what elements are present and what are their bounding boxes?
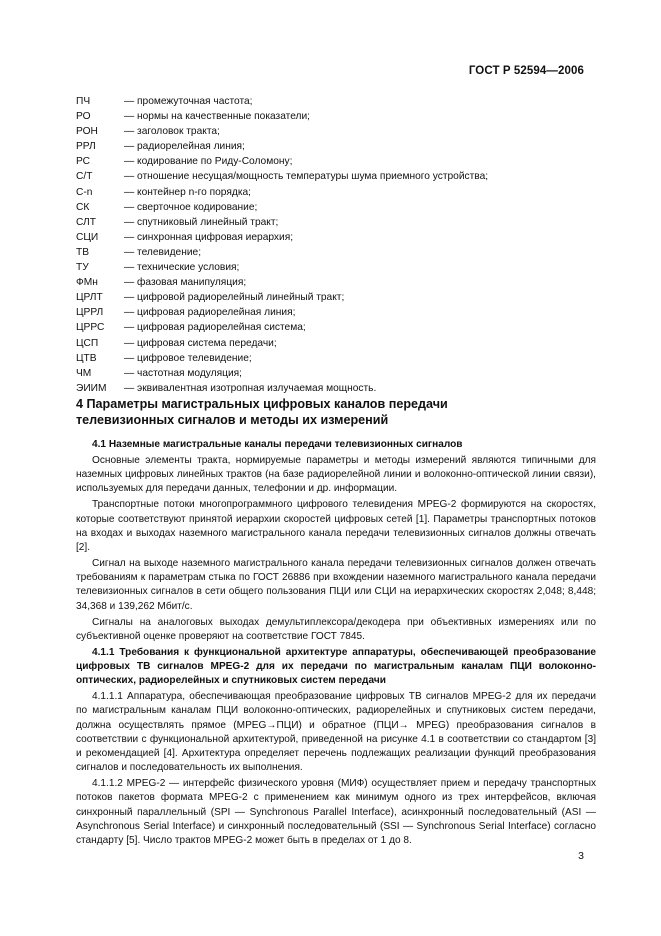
abbreviation-term: ТВ [76, 246, 90, 258]
abbreviation-definition: — телевидение; [124, 246, 202, 258]
abbreviation-definition: — нормы на качественные показатели; [124, 111, 311, 123]
abbreviation-definition: — технические условия; [124, 262, 240, 274]
abbreviation-definition: — кодирование по Риду-Соломону; [124, 156, 293, 168]
abbreviation-term: ЦСП [76, 337, 99, 349]
abbreviation-term: ПЧ [76, 96, 91, 107]
abbreviation-definition: — синхронная цифровая иерархия; [124, 231, 294, 243]
abbreviation-term: ЦРРЛ [76, 307, 104, 319]
abbreviation-definition: — сверточное кодирование; [124, 201, 258, 213]
subsection-4-1-title: 4.1 Наземные магистральные каналы передачи телевизионных сигналов [92, 439, 463, 450]
abbreviation-definition: — спутниковый линейный тракт; [124, 216, 279, 228]
abbreviation-term: РРЛ [76, 141, 96, 153]
abbreviation-term: ФМн [76, 277, 98, 289]
abbreviation-row [76, 245, 596, 260]
abbreviation-definition: — эквивалентная изотропная излучаемая мощность. [124, 382, 377, 394]
abbreviation-row [76, 260, 596, 275]
abbreviation-row [76, 366, 596, 381]
abbreviation-row [76, 230, 596, 245]
abbreviation-row [76, 109, 596, 124]
abbreviation-list [76, 94, 596, 396]
paragraph-1: Основные элементы тракта, нормируемые параметры и методы измерений являются типичными для наземных цифровых линейных трактов (на базе радиорелейной линии и волоконно-оптической линии связи), используемых для передачи данных, телефонии и др. информации. [76, 455, 596, 495]
abbreviation-term: СК [76, 201, 90, 213]
abbreviation-definition: — радиорелейная линия; [124, 141, 245, 153]
abbreviation-row [76, 200, 596, 215]
abbreviation-definition: — цифровая система передачи; [124, 337, 277, 349]
abbreviation-term: ТУ [76, 262, 89, 274]
abbreviation-definition: — промежуточная частота; [124, 96, 253, 107]
abbreviation-row [76, 275, 596, 290]
abbreviation-row [76, 381, 596, 396]
abbreviation-row [76, 154, 596, 169]
abbreviation-term: ЧМ [76, 367, 92, 379]
abbreviation-row [76, 94, 596, 109]
section-4 [76, 396, 596, 850]
abbreviation-definition: — цифровая радиорелейная линия; [124, 307, 296, 319]
page-number: 3 [578, 850, 584, 862]
abbreviation-definition: — цифровая радиорелейная система; [124, 322, 306, 334]
abbreviation-row [76, 215, 596, 230]
section-title-line-1: 4 Параметры магистральных цифровых каналов передачи [76, 397, 448, 411]
paragraph-2: Транспортные потоки многопрограммного цифрового телевидения MPEG-2 формируются на скоростях, которые соответствуют принятой иерархии скоростей цифровых сетей [1]. Параметры транспортных потоков на входах и выходах наземного магистрального канала передачи телевизионных сигналов должны отвечать [2]. [76, 499, 596, 554]
abbreviation-row [76, 290, 596, 305]
abbreviation-term: ЭИИМ [76, 382, 107, 394]
abbreviation-term: С/Т [76, 171, 93, 183]
abbreviation-definition: — контейнер n-го порядка; [124, 186, 251, 198]
abbreviation-term: РО [76, 111, 91, 123]
abbreviation-term: РС [76, 156, 91, 168]
abbreviation-term: СЛТ [76, 216, 96, 228]
paragraph-4-1-1-2: 4.1.1.2 MPEG-2 — интерфейс физического уровня (МИФ) осуществляет прием и передачу транспортных потоков пакетов формата MPEG-2 с применением как минимум одного из трех интерфейсов, включая синхронный параллельный (SPI — Synchronous Parallel Interface), асинхронный последовательный (ASI — Asynchronous Serial Interface) и синхронный последовательный (SSI — Synchronous Serial Interface) согласно стандарту [5]. Число трактов MPEG-2 может быть в пределах от 1 до 8. [76, 778, 596, 847]
abbreviation-definition: — цифровое телевидение; [124, 352, 252, 364]
abbreviation-row [76, 336, 596, 351]
paragraph-4: Сигналы на аналоговых выходах демультиплексора/декодера при объективных измерениях или по субъективной оценке проверяют на соответствие ГОСТ 7845. [76, 616, 596, 642]
abbreviation-term: C-n [76, 186, 93, 198]
abbreviation-row [76, 169, 596, 184]
section-title-line-2: телевизионных сигналов и методы их измерений [76, 413, 389, 427]
abbreviation-term: ЦТВ [76, 352, 97, 364]
abbreviation-row [76, 351, 596, 366]
abbreviation-row [76, 320, 596, 335]
section-title [76, 396, 596, 428]
paragraph-3: Сигнал на выходе наземного магистрального канала передачи телевизионных сигналов должен отвечать требованиям к параметрам стыка по ГОСТ 26886 при вхождении наземного магистрального канала передачи телевизионных сигналов в сети общего пользования ПЦИ или СЦИ на иерархических скоростях 2,048; 8,448; 34,368 и 139,262 Мбит/с. [76, 558, 596, 612]
abbreviation-definition: — частотная модуляция; [124, 367, 242, 379]
abbreviation-definition: — заголовок тракта; [124, 126, 220, 138]
abbreviation-definition: — отношение несущая/мощность температуры шума приемного устройства; [124, 171, 489, 183]
abbreviation-definition: — цифровой радиорелейный линейный тракт; [124, 292, 345, 304]
abbreviation-row [76, 124, 596, 139]
abbreviation-row [76, 139, 596, 154]
abbreviation-term: ЦРЛТ [76, 292, 103, 304]
subsection-4-1-1-title: 4.1.1 Требования к функциональной архитектуре аппаратуры, обеспечивающей преобразование цифровых ТВ сигналов MPEG-2 для их передачи по магистральным каналам ПЦИ волоконно-оптических, радиорелейных и спутниковых систем передачи [76, 646, 596, 687]
abbreviation-term: СЦИ [76, 231, 99, 243]
standard-code: ГОСТ Р 52594—2006 [468, 65, 584, 77]
abbreviation-row [76, 185, 596, 200]
abbreviation-term: РОН [76, 126, 98, 138]
abbreviation-row [76, 305, 596, 320]
abbreviation-term: ЦРРС [76, 322, 105, 334]
paragraph-4-1-1-1: 4.1.1.1 Аппаратура, обеспечивающая преобразование цифровых ТВ сигналов MPEG-2 для их передачи по магистральным каналам ПЦИ волоконно-оптических, радиорелейных и спутниковых систем передачи, должна осуществлять прямое (MPEG→ПЦИ) и обратное (ПЦИ→ MPEG) преобразования сигналов в соответствии с функциональной архитектурой, приведенной на рисунке 4.1 в соответствии со стандартом [3] и рекомендацией [4]. Архитектура определяет перечень подлежащих реализации функций преобразования сигналов и последовательность их выполнения. [76, 691, 596, 774]
abbreviation-definition: — фазовая манипуляция; [124, 277, 247, 289]
